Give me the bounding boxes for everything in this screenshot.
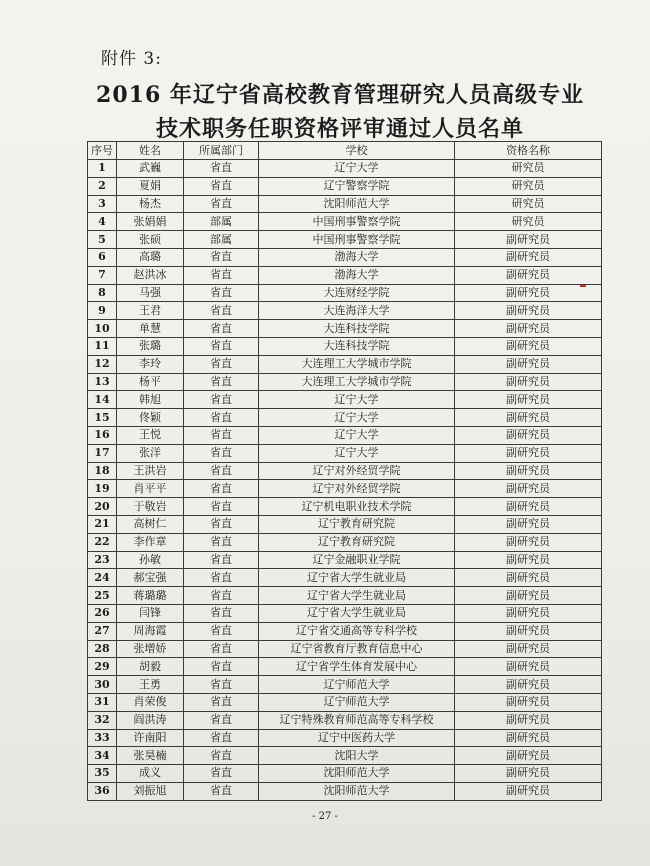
- table-row: [88, 284, 602, 302]
- cell-school: 中国刑事警察学院: [259, 213, 455, 231]
- cell-school: 辽宁中医药大学: [259, 729, 455, 747]
- cell-name: 于敬岩: [117, 498, 184, 516]
- cell-school: 辽宁金融职业学院: [259, 551, 455, 569]
- cell-name: 肖平平: [117, 480, 184, 498]
- cell-qualification: 副研究员: [455, 409, 602, 427]
- header-qualification: 资格名称: [455, 142, 602, 160]
- table-row: [88, 711, 602, 729]
- cell-no: 32: [88, 711, 117, 729]
- table-row: [88, 337, 602, 355]
- cell-dept: 省直: [184, 320, 259, 338]
- table-row: [88, 195, 602, 213]
- page-number: - 27 -: [312, 811, 338, 822]
- cell-qualification: 研究员: [455, 160, 602, 178]
- cell-qualification: 副研究员: [455, 604, 602, 622]
- personnel-table: [87, 141, 602, 801]
- cell-no: 2: [88, 177, 117, 195]
- cell-no: 31: [88, 693, 117, 711]
- cell-name: 武巍: [117, 160, 184, 178]
- cell-name: 肖荣俊: [117, 693, 184, 711]
- table-row: [88, 622, 602, 640]
- cell-no: 33: [88, 729, 117, 747]
- table-row: [88, 160, 602, 178]
- table-row: [88, 373, 602, 391]
- cell-no: 7: [88, 266, 117, 284]
- cell-no: 13: [88, 373, 117, 391]
- cell-name: 高璐: [117, 248, 184, 266]
- cell-dept: 省直: [184, 302, 259, 320]
- cell-no: 3: [88, 195, 117, 213]
- cell-dept: 省直: [184, 640, 259, 658]
- cell-dept: 省直: [184, 587, 259, 605]
- cell-school: 大连财经学院: [259, 284, 455, 302]
- cell-school: 大连科技学院: [259, 320, 455, 338]
- cell-dept: 省直: [184, 569, 259, 587]
- table-row: [88, 676, 602, 694]
- table-row: [88, 426, 602, 444]
- cell-qualification: 副研究员: [455, 782, 602, 800]
- cell-name: 王勇: [117, 676, 184, 694]
- cell-qualification: 副研究员: [455, 426, 602, 444]
- cell-qualification: 副研究员: [455, 373, 602, 391]
- cell-no: 22: [88, 533, 117, 551]
- cell-name: 蒋璐璐: [117, 587, 184, 605]
- cell-no: 29: [88, 658, 117, 676]
- cell-qualification: 副研究员: [455, 711, 602, 729]
- table-header-row: [88, 142, 602, 160]
- table-row: [88, 391, 602, 409]
- cell-dept: 省直: [184, 515, 259, 533]
- cell-name: 郝宝强: [117, 569, 184, 587]
- cell-name: 孙敏: [117, 551, 184, 569]
- cell-qualification: 副研究员: [455, 355, 602, 373]
- table-row: [88, 569, 602, 587]
- cell-dept: 省直: [184, 604, 259, 622]
- cell-name: 高树仁: [117, 515, 184, 533]
- cell-school: 辽宁师范大学: [259, 693, 455, 711]
- cell-school: 沈阳师范大学: [259, 195, 455, 213]
- cell-school: 辽宁省教育厅教育信息中心: [259, 640, 455, 658]
- cell-school: 辽宁对外经贸学院: [259, 480, 455, 498]
- cell-qualification: 副研究员: [455, 302, 602, 320]
- cell-dept: 省直: [184, 480, 259, 498]
- header-name: 姓名: [117, 142, 184, 160]
- cell-school: 辽宁大学: [259, 409, 455, 427]
- cell-school: 辽宁大学: [259, 426, 455, 444]
- table-row: [88, 658, 602, 676]
- cell-school: 辽宁机电职业技术学院: [259, 498, 455, 516]
- table-row: [88, 765, 602, 783]
- red-pen-mark: [580, 285, 586, 287]
- cell-dept: 省直: [184, 658, 259, 676]
- table-row: [88, 480, 602, 498]
- cell-dept: 省直: [184, 160, 259, 178]
- cell-school: 辽宁教育研究院: [259, 515, 455, 533]
- cell-no: 14: [88, 391, 117, 409]
- table-row: [88, 266, 602, 284]
- cell-school: 大连理工大学城市学院: [259, 355, 455, 373]
- cell-no: 11: [88, 337, 117, 355]
- cell-school: 大连海洋大学: [259, 302, 455, 320]
- cell-qualification: 副研究员: [455, 284, 602, 302]
- cell-school: 辽宁大学: [259, 391, 455, 409]
- cell-school: 辽宁师范大学: [259, 676, 455, 694]
- cell-no: 36: [88, 782, 117, 800]
- cell-dept: 省直: [184, 195, 259, 213]
- cell-dept: 省直: [184, 284, 259, 302]
- cell-qualification: 副研究员: [455, 320, 602, 338]
- cell-name: 张娟娟: [117, 213, 184, 231]
- cell-dept: 省直: [184, 533, 259, 551]
- cell-qualification: 研究员: [455, 213, 602, 231]
- table-row: [88, 604, 602, 622]
- cell-name: 刘振旭: [117, 782, 184, 800]
- cell-dept: 省直: [184, 622, 259, 640]
- cell-qualification: 副研究员: [455, 231, 602, 249]
- table-row: [88, 782, 602, 800]
- cell-no: 19: [88, 480, 117, 498]
- table-row: [88, 320, 602, 338]
- cell-school: 渤海大学: [259, 248, 455, 266]
- cell-name: 张昊楠: [117, 747, 184, 765]
- cell-school: 中国刑事警察学院: [259, 231, 455, 249]
- table-row: [88, 248, 602, 266]
- cell-school: 辽宁省大学生就业局: [259, 587, 455, 605]
- cell-school: 辽宁对外经贸学院: [259, 462, 455, 480]
- cell-no: 30: [88, 676, 117, 694]
- cell-name: 杨杰: [117, 195, 184, 213]
- document-title-line1: 2016 年辽宁省高校教育管理研究人员高级专业: [96, 82, 584, 108]
- table-row: [88, 409, 602, 427]
- cell-qualification: 研究员: [455, 195, 602, 213]
- cell-no: 25: [88, 587, 117, 605]
- cell-name: 夏娟: [117, 177, 184, 195]
- table-row: [88, 444, 602, 462]
- cell-dept: 省直: [184, 337, 259, 355]
- cell-school: 大连科技学院: [259, 337, 455, 355]
- cell-name: 张硕: [117, 231, 184, 249]
- cell-qualification: 副研究员: [455, 765, 602, 783]
- cell-name: 周海霞: [117, 622, 184, 640]
- cell-no: 10: [88, 320, 117, 338]
- cell-dept: 省直: [184, 498, 259, 516]
- cell-no: 16: [88, 426, 117, 444]
- cell-dept: 省直: [184, 426, 259, 444]
- cell-qualification: 副研究员: [455, 640, 602, 658]
- cell-qualification: 研究员: [455, 177, 602, 195]
- cell-no: 26: [88, 604, 117, 622]
- table-body: [88, 160, 602, 801]
- cell-dept: 省直: [184, 747, 259, 765]
- attachment-label: 附件 3:: [101, 49, 162, 69]
- cell-name: 张璐: [117, 337, 184, 355]
- cell-no: 20: [88, 498, 117, 516]
- table-row: [88, 355, 602, 373]
- cell-dept: 省直: [184, 444, 259, 462]
- cell-name: 王君: [117, 302, 184, 320]
- cell-qualification: 副研究员: [455, 498, 602, 516]
- cell-dept: 省直: [184, 693, 259, 711]
- cell-no: 35: [88, 765, 117, 783]
- cell-name: 韩旭: [117, 391, 184, 409]
- table-row: [88, 498, 602, 516]
- cell-name: 杨平: [117, 373, 184, 391]
- cell-qualification: 副研究员: [455, 658, 602, 676]
- cell-no: 24: [88, 569, 117, 587]
- cell-dept: 省直: [184, 373, 259, 391]
- cell-dept: 省直: [184, 765, 259, 783]
- table-row: [88, 551, 602, 569]
- cell-name: 王洪岩: [117, 462, 184, 480]
- cell-school: 大连理工大学城市学院: [259, 373, 455, 391]
- cell-school: 辽宁省学生体育发展中心: [259, 658, 455, 676]
- cell-qualification: 副研究员: [455, 693, 602, 711]
- cell-name: 阎洪涛: [117, 711, 184, 729]
- cell-no: 6: [88, 248, 117, 266]
- cell-name: 成义: [117, 765, 184, 783]
- table-row: [88, 302, 602, 320]
- cell-dept: 部属: [184, 231, 259, 249]
- table-row: [88, 515, 602, 533]
- cell-no: 5: [88, 231, 117, 249]
- cell-dept: 省直: [184, 676, 259, 694]
- document-title-line2: 技术职务任职资格评审通过人员名单: [155, 116, 524, 142]
- cell-dept: 省直: [184, 462, 259, 480]
- cell-name: 单慧: [117, 320, 184, 338]
- cell-name: 张洋: [117, 444, 184, 462]
- cell-qualification: 副研究员: [455, 444, 602, 462]
- cell-dept: 省直: [184, 409, 259, 427]
- cell-qualification: 副研究员: [455, 551, 602, 569]
- cell-name: 胡毅: [117, 658, 184, 676]
- cell-no: 8: [88, 284, 117, 302]
- cell-no: 27: [88, 622, 117, 640]
- cell-name: 王悦: [117, 426, 184, 444]
- cell-no: 28: [88, 640, 117, 658]
- cell-qualification: 副研究员: [455, 480, 602, 498]
- cell-name: 李作章: [117, 533, 184, 551]
- cell-no: 1: [88, 160, 117, 178]
- cell-dept: 省直: [184, 711, 259, 729]
- cell-no: 18: [88, 462, 117, 480]
- cell-school: 辽宁省大学生就业局: [259, 604, 455, 622]
- header-no: 序号: [88, 142, 117, 160]
- table-row: [88, 462, 602, 480]
- cell-school: 沈阳师范大学: [259, 782, 455, 800]
- table-row: [88, 213, 602, 231]
- cell-name: 李玲: [117, 355, 184, 373]
- table-row: [88, 177, 602, 195]
- cell-school: 辽宁大学: [259, 160, 455, 178]
- cell-qualification: 副研究员: [455, 533, 602, 551]
- cell-no: 17: [88, 444, 117, 462]
- cell-qualification: 副研究员: [455, 462, 602, 480]
- cell-no: 21: [88, 515, 117, 533]
- table-row: [88, 729, 602, 747]
- cell-no: 12: [88, 355, 117, 373]
- cell-school: 辽宁教育研究院: [259, 533, 455, 551]
- cell-dept: 省直: [184, 355, 259, 373]
- cell-name: 赵洪冰: [117, 266, 184, 284]
- table-row: [88, 640, 602, 658]
- cell-school: 辽宁省交通高等专科学校: [259, 622, 455, 640]
- cell-name: 佟颖: [117, 409, 184, 427]
- table-row: [88, 693, 602, 711]
- cell-dept: 省直: [184, 782, 259, 800]
- header-dept: 所属部门: [184, 142, 259, 160]
- cell-dept: 省直: [184, 266, 259, 284]
- cell-dept: 省直: [184, 391, 259, 409]
- cell-dept: 省直: [184, 177, 259, 195]
- cell-school: 辽宁省大学生就业局: [259, 569, 455, 587]
- cell-school: 辽宁特殊教育师范高等专科学校: [259, 711, 455, 729]
- table-row: [88, 747, 602, 765]
- cell-name: 许南阳: [117, 729, 184, 747]
- cell-no: 9: [88, 302, 117, 320]
- table-row: [88, 231, 602, 249]
- cell-school: 辽宁大学: [259, 444, 455, 462]
- table-row: [88, 587, 602, 605]
- cell-qualification: 副研究员: [455, 747, 602, 765]
- cell-school: 辽宁警察学院: [259, 177, 455, 195]
- cell-qualification: 副研究员: [455, 266, 602, 284]
- cell-no: 4: [88, 213, 117, 231]
- cell-name: 张增娇: [117, 640, 184, 658]
- cell-qualification: 副研究员: [455, 622, 602, 640]
- cell-qualification: 副研究员: [455, 587, 602, 605]
- cell-school: 渤海大学: [259, 266, 455, 284]
- cell-school: 沈阳师范大学: [259, 765, 455, 783]
- cell-no: 34: [88, 747, 117, 765]
- cell-qualification: 副研究员: [455, 676, 602, 694]
- cell-name: 马强: [117, 284, 184, 302]
- cell-name: 闫锋: [117, 604, 184, 622]
- cell-qualification: 副研究员: [455, 337, 602, 355]
- cell-dept: 省直: [184, 551, 259, 569]
- cell-dept: 部属: [184, 213, 259, 231]
- cell-qualification: 副研究员: [455, 515, 602, 533]
- cell-no: 23: [88, 551, 117, 569]
- cell-dept: 省直: [184, 248, 259, 266]
- cell-school: 沈阳大学: [259, 747, 455, 765]
- table-row: [88, 533, 602, 551]
- cell-no: 15: [88, 409, 117, 427]
- cell-qualification: 副研究员: [455, 391, 602, 409]
- cell-qualification: 副研究员: [455, 569, 602, 587]
- cell-qualification: 副研究员: [455, 248, 602, 266]
- cell-qualification: 副研究员: [455, 729, 602, 747]
- header-school: 学校: [259, 142, 455, 160]
- cell-dept: 省直: [184, 729, 259, 747]
